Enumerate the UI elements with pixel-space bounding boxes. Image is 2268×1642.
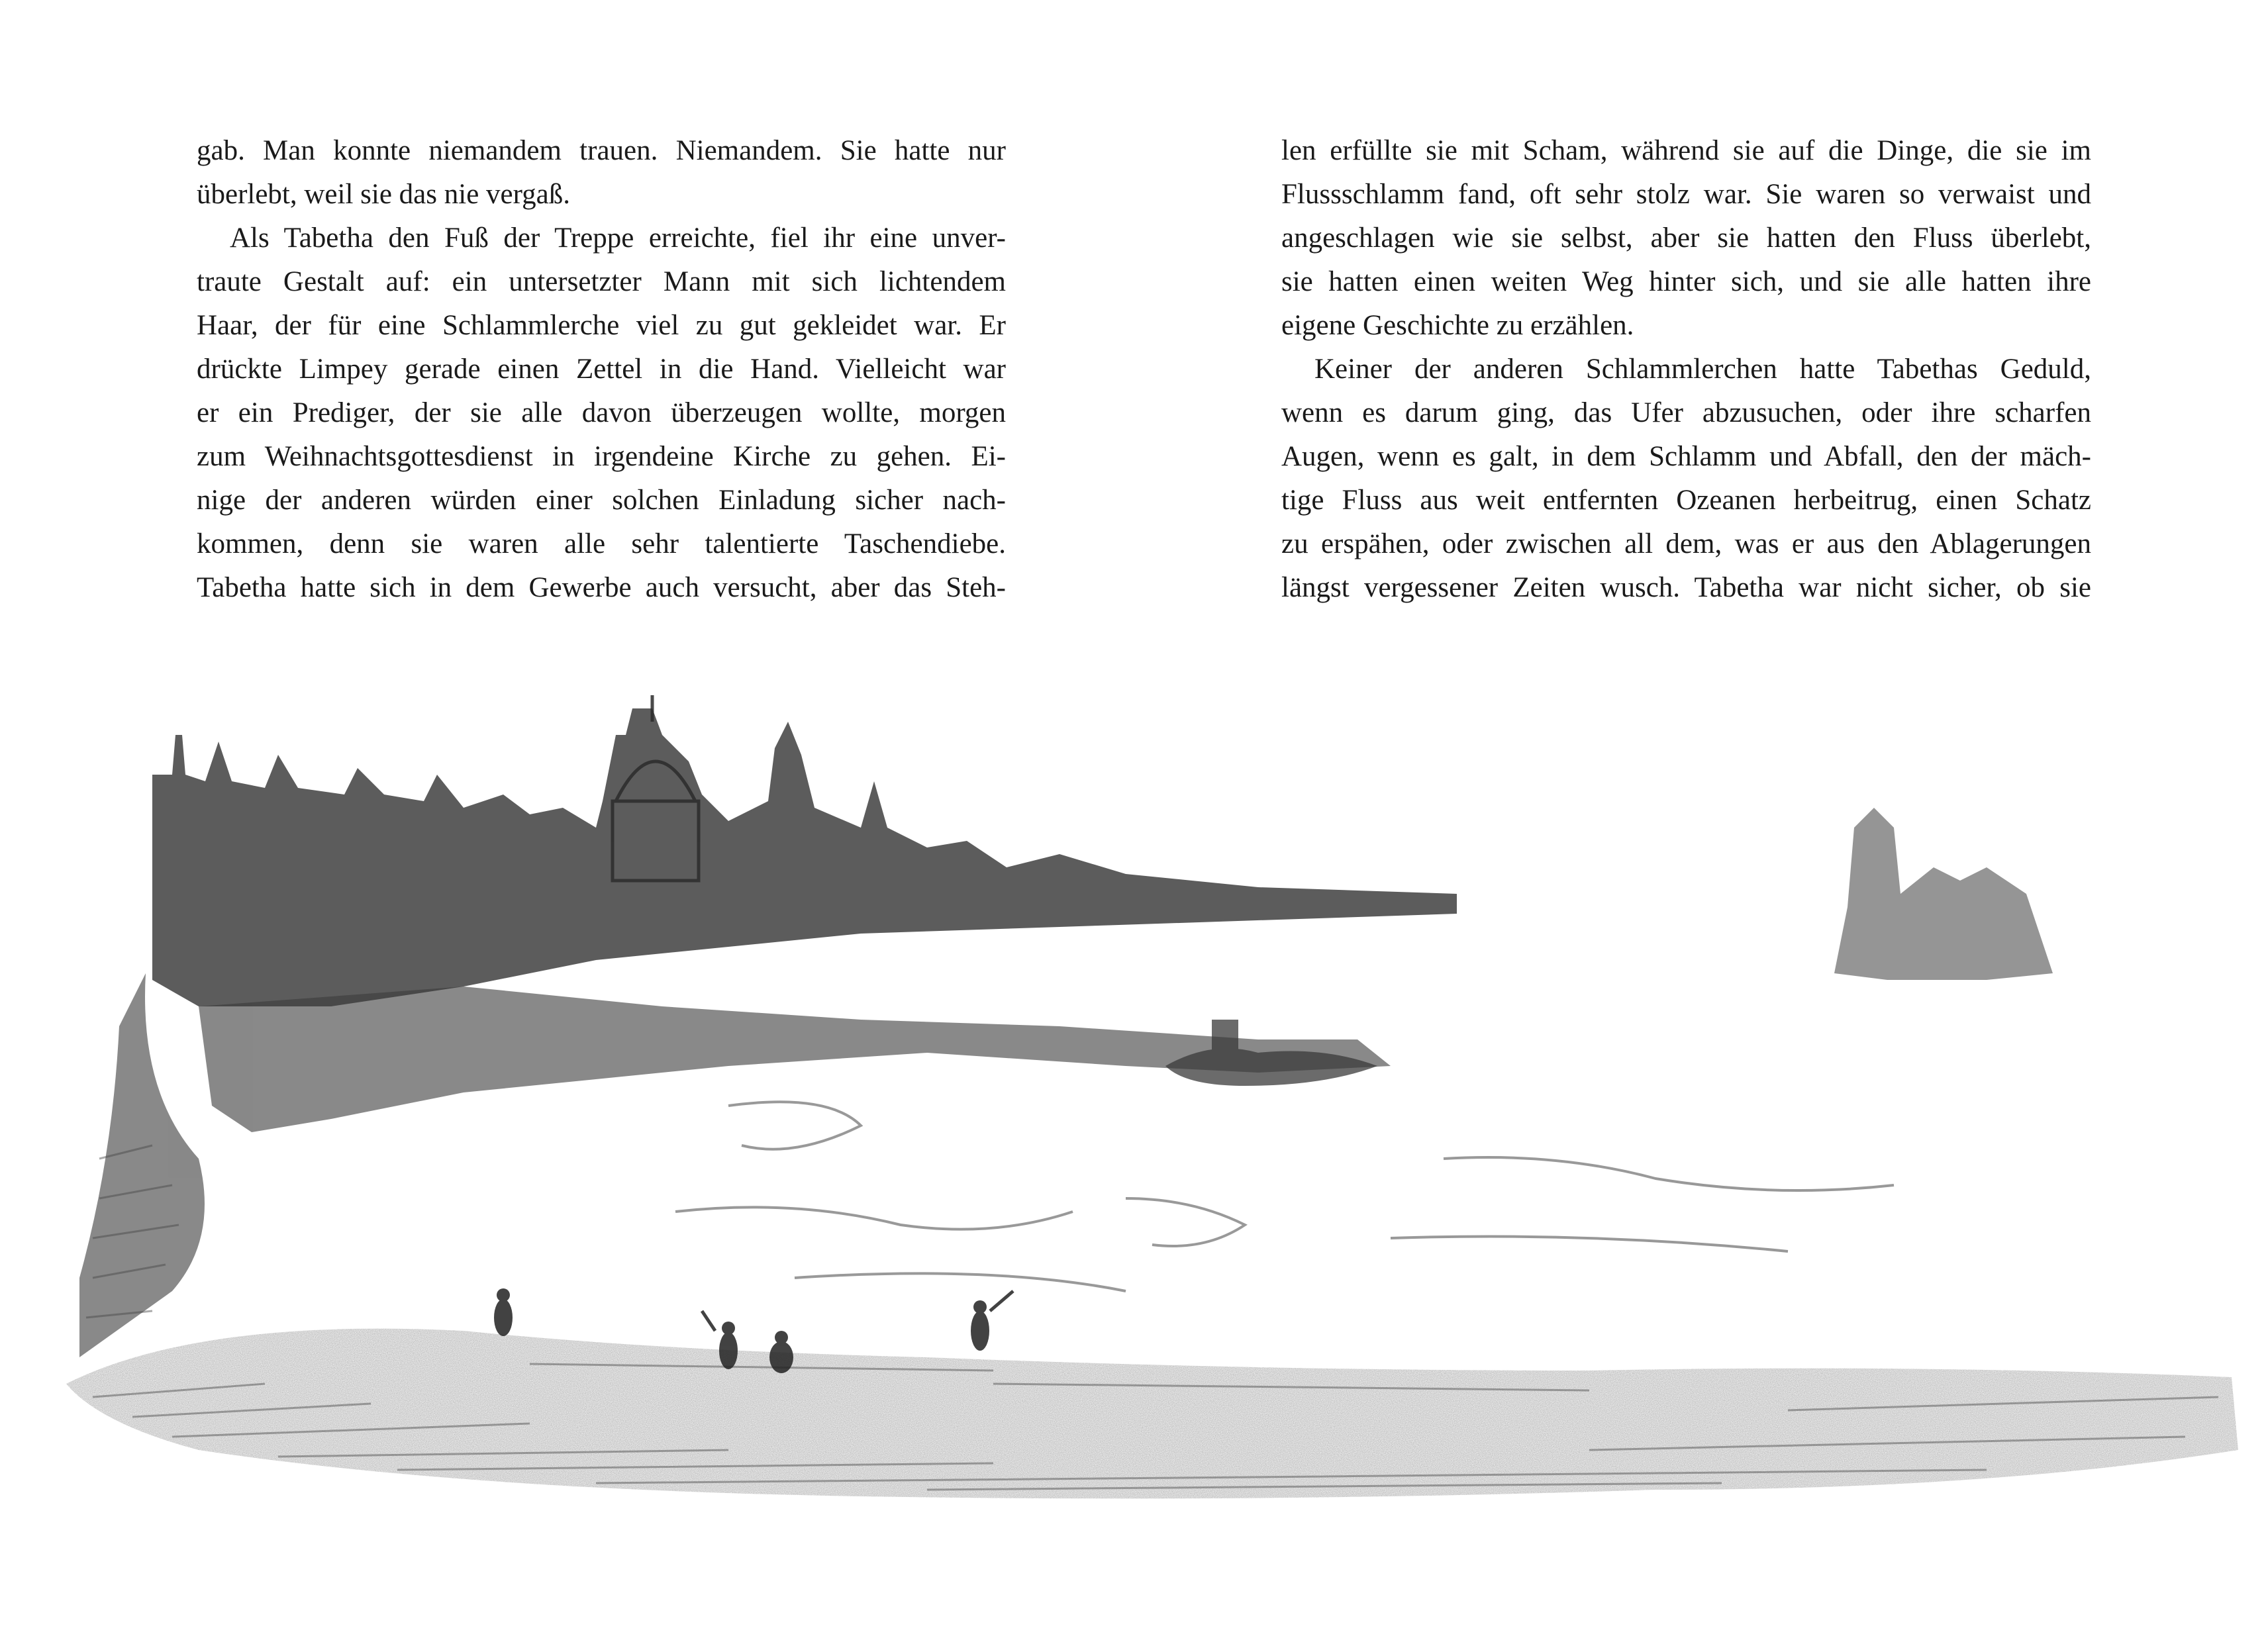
text-line: kommen, denn sie waren alle sehr talentierte Taschendiebe. xyxy=(197,528,1006,559)
text-line: zum Weihnachtsgottesdienst in irgendeine Kirche zu gehen. Ei- xyxy=(197,441,1006,472)
text-line: angeschlagen wie sie selbst, aber sie hatten den Fluss überlebt, xyxy=(1281,222,2091,254)
text-line: len erfüllte sie mit Scham, während sie auf die Dinge, die sie im xyxy=(1281,135,2091,166)
text-line: wenn es darum ging, das Ufer abzusuchen, oder ihre scharfen xyxy=(1281,397,2091,428)
pencil-sketch xyxy=(0,695,2268,1556)
foreground-mudflats xyxy=(66,1329,2238,1499)
text-line: überlebt, weil sie das nie vergaß. xyxy=(197,179,570,210)
text-line: sie hatten einen weiten Weg hinter sich, und sie alle hatten ihre xyxy=(1281,266,2091,297)
distant-tower xyxy=(1834,808,2053,980)
city-skyline xyxy=(152,708,1457,1006)
text-line: Keiner der anderen Schlammlerchen hatte Tabethas Geduld, xyxy=(1314,354,2091,385)
text-line: traute Gestalt auf: ein untersetzter Mann mit sich lichtendem xyxy=(197,266,1006,297)
text-line: eigene Geschichte zu erzählen. xyxy=(1281,310,1634,341)
left-shore xyxy=(79,973,1391,1357)
text-line: Tabetha hatte sich in dem Gewerbe auch versucht, aber das Steh- xyxy=(197,572,1006,603)
text-line: Als Tabetha den Fuß der Treppe erreichte, fiel ihr eine unver- xyxy=(230,222,1006,254)
text-line: Augen, wenn es galt, in dem Schlamm und Abfall, den der mäch- xyxy=(1281,441,2091,472)
text-line: tige Fluss aus weit entfernten Ozeanen herbeitrug, einen Schatz xyxy=(1281,485,2091,516)
text-line: er ein Prediger, der sie alle davon überzeugen wollte, morgen xyxy=(197,397,1006,428)
left-page-text xyxy=(197,129,1006,610)
text-line: zu erspähen, oder zwischen all dem, was er aus den Ablagerungen xyxy=(1281,528,2091,559)
river-waves xyxy=(675,1102,1894,1291)
text-line: Flussschlamm fand, oft sehr stolz war. Sie waren so verwaist und xyxy=(1281,179,2091,210)
text-line: Haar, der für eine Schlammlerche viel zu gut gekleidet war. Er xyxy=(197,310,1006,341)
text-line: längst vergessener Zeiten wusch. Tabetha war nicht sicher, ob sie xyxy=(1281,572,2091,603)
text-line: gab. Man konnte niemandem trauen. Niemandem. Sie hatte nur xyxy=(197,135,1006,166)
text-line: nige der anderen würden einer solchen Einladung sicher nach- xyxy=(197,485,1006,516)
text-line: drückte Limpey gerade einen Zettel in die Hand. Vielleicht war xyxy=(197,354,1006,385)
right-page-text xyxy=(1281,129,2091,610)
river-city-illustration xyxy=(0,695,2268,1556)
